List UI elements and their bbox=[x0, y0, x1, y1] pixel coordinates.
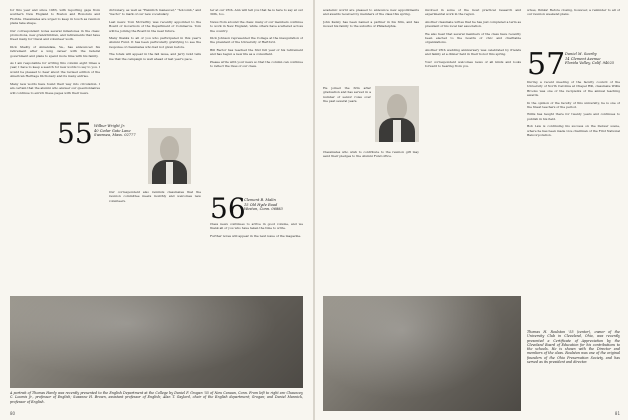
paragraph: Many new words have found their way into circulation. I am certain that the alumni who answer our questionnaires will continue to enrich these pages with their news. bbox=[10, 81, 100, 95]
paragraph: News from around the class: many of our members continue to work in New England, while others have scattered across the country. bbox=[210, 19, 303, 33]
left-page bbox=[0, 0, 313, 420]
group-photo bbox=[10, 296, 303, 388]
paragraph: Last news: Tom McCarthy was recently appointed to the Board of Governors of the Department of Commerce. Tom will be joining the Board in the near future. bbox=[109, 19, 201, 33]
right-column-1b bbox=[323, 86, 371, 146]
secretary-street: 14 Clement Avenue bbox=[565, 56, 601, 61]
page-number: 80 bbox=[10, 411, 16, 416]
secretary-name: Wilbur Wright Jr. bbox=[94, 124, 125, 128]
secretary-name: Daniel M. Searby bbox=[565, 52, 597, 56]
paragraph: ter at our 25th. Ann will tell you that he is here to say at our 30th, too. bbox=[210, 8, 303, 17]
class-secretary-55 bbox=[94, 124, 144, 138]
left-column-2 bbox=[109, 8, 201, 126]
paragraph: Please write with your news so that the column can continue to reflect the lives of our class. bbox=[210, 59, 303, 69]
paragraph: Dick Shelby of Annandale, Va., has announced his retirement after a long career with the federal government and plans to spend more time with his family. bbox=[10, 44, 100, 58]
paragraph: for this year and since 1983, with reporting gaps from southern New England to Boston and Honolulu and Florida. Classmates are urged to keep in touch as reunion plans take shape. bbox=[10, 8, 100, 26]
secretary-city: Weston, Conn. 06883 bbox=[244, 207, 283, 212]
paragraph: John Kenny has been named a partner in his firm, and has moved his family to the suburbs of Philadelphia. bbox=[323, 19, 419, 29]
photo-caption: A portrait of Thomas Hardy was recently presented to the English Department at the College by Daniel F. Grogan '55 of New Canaan, Conn. From left to right are Chauncey C. Loomis Jr., professor of English; Susanne H. Brown, assistant professor of English; Alan T. Gaylord, chair of the English department; Grogan; and Daniel Mannick, professor of English. bbox=[10, 391, 303, 404]
paragraph: dictionary, as well as "Heimlich maneuver," "hotcomb," and "nacho" to mark of our new vocabulary. bbox=[109, 8, 201, 17]
paragraph: Our correspondent also reminds classmates that the reunion committee meets monthly and welcomes new volunteers. bbox=[109, 190, 201, 203]
right-column-3a bbox=[527, 8, 620, 48]
class-secretary-56 bbox=[244, 198, 302, 212]
class-secretary-57 bbox=[565, 52, 621, 66]
paragraph: Bob Law is continuing his success on the Denver scene, where he has been made vice chairman of the First National Bancorporation. bbox=[527, 124, 620, 138]
paragraph: academic world are pleased to announce new appointments and awards received by members of the class this spring. bbox=[323, 8, 419, 17]
paragraph: As I am responsible for writing this column eight times a year, I have to keep a search for new words to say to you. I would be pleased to hear about the revised edition of the American Heritage Dictionary and its many entries. bbox=[10, 61, 100, 79]
paragraph: Class news continues to arrive in good volume, and we thank all of you who have taken the time to write. bbox=[210, 222, 303, 231]
right-column-2 bbox=[425, 8, 521, 290]
paragraph: Bill Rector has reached the first full year of his retirement and has begun a new life as a consultant. bbox=[210, 47, 303, 57]
right-column-1 bbox=[323, 8, 419, 83]
paragraph: wives, thinks! Before closing, however, a reminder to all of our reunion weekend plans. bbox=[527, 8, 620, 17]
paragraph: Dick Johnson represented the College at the inauguration of the president of the University of Hartford. bbox=[210, 36, 303, 45]
secretary-name: Clement B. Malin bbox=[244, 198, 276, 202]
group-photo bbox=[323, 296, 521, 411]
paragraph: We also hear that several members of the class have recently been elected to the boards of civic and charitable organizations. bbox=[425, 31, 521, 45]
paragraph: Another 25th wedding anniversary was celebrated by friends and family at a dinner held in their honor this spring. bbox=[425, 47, 521, 57]
paragraph: Your correspondent welcomes news of all kinds and looks forward to hearing from you. bbox=[425, 59, 521, 69]
paragraph: Another classmate writes that he has just completed a term as president of his local bar association. bbox=[425, 19, 521, 29]
right-column-3b bbox=[527, 80, 620, 290]
class-year-57: 57 bbox=[527, 47, 566, 82]
paragraph: Our correspondent notes several milestones in the class: promotions, new grandchildren, and retirements that have freed many for travel and volunteer work. bbox=[10, 28, 100, 42]
paragraph: Many thanks to all of you who participated in this year's Alumni Fund. It has been particularly gratifying to see the response of classmates who had not given before. bbox=[109, 36, 201, 49]
paragraph: During a recent meeting of the faculty council of the University of North Carolina at Chapel Hill, classmate Willis Brooks was one of the recipients of the annual teaching awards. bbox=[527, 80, 620, 98]
photo-caption: Thomas H. Roulston '55 (center), owner of the University Club in Cleveland, Ohio, was recently presented a Certificate of Appreciation by the Cleveland Board of Education for his contributions to the schools. He is shown with the Director and members of the class. Roulston was one of the original founders of the Ohio Preservation Society, and has served as its president and director. bbox=[527, 330, 620, 365]
class-year-55: 55 bbox=[57, 117, 93, 150]
secretary-street: 15 Old Hyde Road bbox=[244, 202, 278, 207]
page-number: 81 bbox=[614, 411, 620, 416]
paragraph: Classmates who wish to contribute to the reunion gift may send their pledges to the Alumni Fund office. bbox=[323, 150, 419, 159]
left-column-3 bbox=[210, 8, 303, 110]
secretary-city: Florida Valley, Calif. 94025 bbox=[565, 61, 615, 66]
secretary-city: Swansea, Mass. 02777 bbox=[94, 133, 136, 138]
left-column-4 bbox=[109, 190, 201, 290]
paragraph: In the opinion of the faculty of this university, he is one of the finest teachers of the period. bbox=[527, 100, 620, 110]
paragraph: He joined the firm after graduation and has served in a number of senior roles over the past several years. bbox=[323, 86, 371, 104]
paragraph: The totals will appear in the fall issue, and Jerry Gold tells me that the campaign is well ahead of last year's pace. bbox=[109, 52, 201, 61]
class-year-56: 56 bbox=[210, 192, 246, 225]
portrait-photo bbox=[375, 86, 419, 142]
left-column-5 bbox=[210, 222, 303, 290]
right-column-1c bbox=[323, 150, 419, 290]
portrait-photo bbox=[148, 128, 191, 184]
secretary-street: 40 Cedar Gate Lane bbox=[94, 128, 131, 133]
paragraph: involved in some of the most practical research and experimental work in the region. bbox=[425, 8, 521, 17]
paragraph: Willis has taught there for twenty years and continues to publish in his field. bbox=[527, 112, 620, 121]
right-page bbox=[315, 0, 628, 420]
paragraph: Further notes will appear in the next issue of the magazine. bbox=[210, 233, 302, 238]
